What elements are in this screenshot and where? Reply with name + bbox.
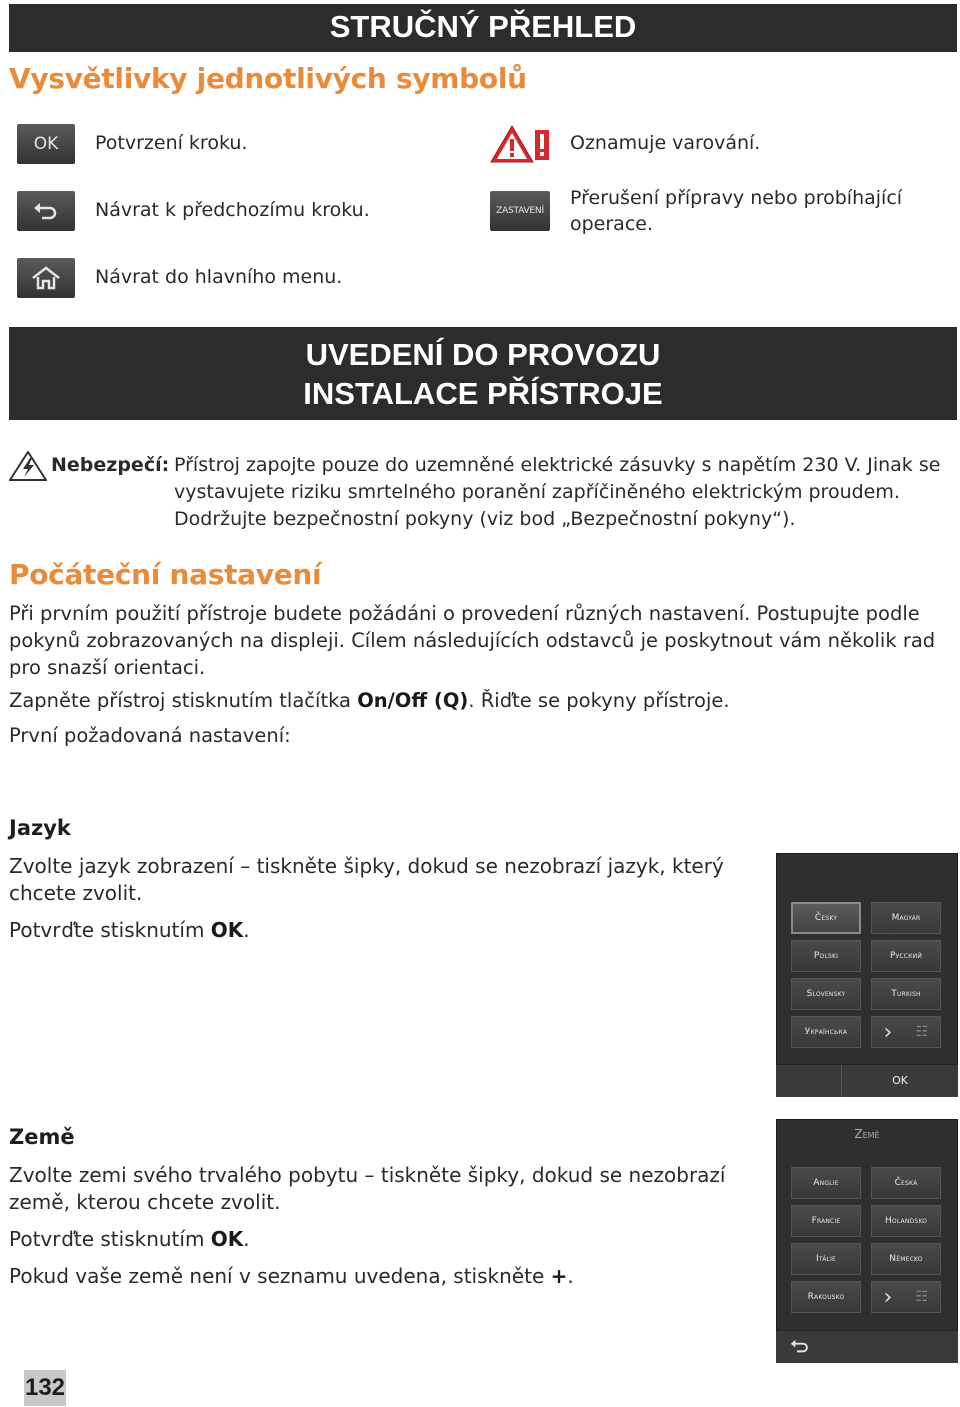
country-text: Zvolte zemi svého trvalého pobytu – tiskněte šipky, dokud se nezobrazí země, kterou chcete zvolit. — [9, 1163, 726, 1214]
switch-on-instruction: Zapněte přístroj stisknutím tlačítka On/Off (Q). Řiďte se pokyny přístroje. — [9, 689, 730, 712]
section-title-line1: UVEDENÍ DO PROVOZU — [305, 337, 661, 372]
country-option[interactable]: Rakousko — [791, 1281, 861, 1313]
stop-icon: ZASTAVENÍ — [490, 191, 550, 231]
initial-intro: Při prvním použití přístroje budete požádáni o provedení různých nastavení. Postupujte podle pokynů zobrazovaných na displeji. Cílem následujících odstavců je poskytnout vám několik rad pro snazší orientaci. — [9, 602, 936, 679]
language-option[interactable]: Česky — [791, 902, 861, 934]
country-option[interactable]: Holandsko — [871, 1205, 941, 1237]
country-screen — [776, 1119, 958, 1362]
language-heading: Jazyk — [9, 816, 71, 840]
section-title-line2: INSTALACE PŘÍSTROJE — [303, 376, 663, 411]
country-screen-footer — [776, 1330, 958, 1363]
country-option[interactable]: Itálie — [791, 1243, 861, 1275]
first-settings-label: První požadovaná nastavení: — [9, 724, 291, 747]
ok-description: Potvrzení kroku. — [95, 132, 248, 154]
stop-description: Přerušení přípravy nebo probíhající operace. — [570, 187, 903, 235]
country-option[interactable]: Anglie — [791, 1167, 861, 1199]
language-option[interactable]: Turkish — [871, 978, 941, 1010]
home-description: Návrat do hlavního menu. — [95, 266, 343, 288]
page-header-banner — [9, 4, 957, 52]
back-arrow-icon — [790, 1337, 810, 1355]
back-description: Návrat k předchozímu kroku. — [95, 199, 370, 221]
on-off-key: On/Off (Q) — [357, 689, 469, 712]
home-icon — [17, 258, 75, 298]
page-number: 132 — [24, 1370, 66, 1406]
ok-icon: OK — [17, 124, 75, 164]
country-option[interactable]: Německo — [871, 1243, 941, 1275]
language-screen — [776, 853, 958, 1096]
screen-ok-button[interactable]: OK — [892, 1074, 908, 1087]
language-confirm: Potvrďte stisknutím OK. — [9, 918, 250, 942]
danger-label: Nebezpečí: — [51, 454, 170, 476]
chevron-right-icon: › — [883, 1284, 893, 1310]
screen-back-button[interactable] — [790, 1337, 826, 1357]
country-screen-title: Země — [854, 1127, 880, 1141]
language-option[interactable]: Українська — [791, 1016, 861, 1048]
danger-text: Přístroj zapojte pouze do uzemněné elektrické zásuvky s napětím 230 V. Jinak se vystavujete riziku smrtelného poranění zapříčiněného elektrickým proudem. Dodržujte bezpečnostní pokyny (viz bod „Bezpečnostní pokyny“). — [174, 454, 941, 530]
language-option[interactable]: Русский — [871, 940, 941, 972]
language-option[interactable]: Polski — [791, 940, 861, 972]
initial-settings-heading: Počáteční nastavení — [9, 558, 322, 591]
chevron-right-icon: › — [883, 1019, 893, 1045]
back-arrow-icon — [17, 191, 75, 231]
grid-icon: ☷ — [915, 1024, 929, 1040]
warning-description: Oznamuje varování. — [570, 132, 761, 154]
language-text: Zvolte jazyk zobrazení – tiskněte šipky, dokud se nezobrazí jazyk, který chcete zvolit. — [9, 854, 724, 905]
language-option[interactable]: Magyar — [871, 902, 941, 934]
country-option[interactable]: Česká — [871, 1167, 941, 1199]
country-heading: Země — [9, 1125, 75, 1149]
section-banner — [9, 327, 957, 420]
country-confirm: Potvrďte stisknutím OK. — [9, 1227, 250, 1251]
warning-icon — [490, 124, 550, 164]
grid-icon: ☷ — [915, 1289, 929, 1305]
electric-danger-icon — [9, 451, 47, 481]
next-page-button[interactable] — [871, 1281, 941, 1313]
language-screen-footer — [776, 1064, 958, 1097]
language-option[interactable]: Slovensky — [791, 978, 861, 1010]
symbols-heading: Vysvětlivky jednotlivých symbolů — [9, 62, 527, 95]
page-header-title: STRUČNÝ PŘEHLED — [329, 9, 637, 44]
country-plus-instruction: Pokud vaše země není v seznamu uvedena, stiskněte +. — [9, 1264, 574, 1288]
next-page-button[interactable] — [871, 1016, 941, 1048]
country-option[interactable]: Francie — [791, 1205, 861, 1237]
